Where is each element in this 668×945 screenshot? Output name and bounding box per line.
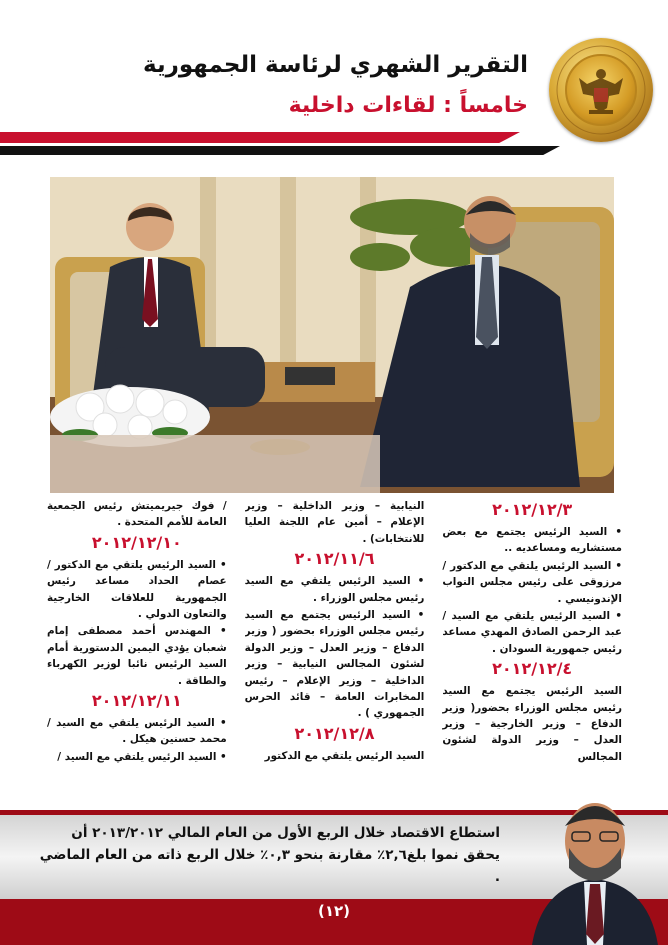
column-left (47, 498, 227, 806)
list-item: • السيد الرئيس يلتقي مع السيد رئيس مجلس الوزراء . (244, 575, 425, 604)
meeting-photo (50, 177, 614, 493)
red-stripe (0, 132, 520, 143)
list-item: • السيد الرئيس يجتمع مع بعض مستشاريه ومساعديه .. (442, 526, 622, 555)
economy-quote: استطاع الاقتصاد خلال الربع الأول من العام المالي ٢٠١٣/٢٠١٢ أن يحقق نموا بلغ٢,٦٪ مقارنة بنحو ٠,٣٪ خلال الربع ذاته من العام الماضي . (39, 825, 500, 885)
page-title: التقرير الشهري لرئاسة الجمهورية (143, 52, 528, 78)
list-item: • السيد الرئيس يلتقي مع السيد / محمد حسنين هيكل . (46, 717, 227, 746)
date-heading: ٢٠١٢/١٢/١٠ (91, 532, 182, 552)
list-item: • السيد الرئيس يجتمع مع السيد رئيس مجلس الوزراء بحضور ( وزير الدفاع – وزير العدل – وزير الدولة لشئون المجالس النيابية – وزير الداخلية – وزير الإعلام – رئيس المخابرات العامة – قائد الحرس الجمهوري ) . (244, 609, 425, 720)
president-portrait (522, 786, 668, 945)
list-item: السيد الرئيس يجتمع مع السيد رئيس مجلس الوزراء بحضور( وزير الدفاع – وزير الخارجية – وزير العدل – وزير الدولة لشئون المجالس (442, 685, 622, 763)
report-columns (47, 498, 622, 806)
list-item: • السيد الرئيس يلتقي مع الدكتور / مرزوقى على رئيس مجلس النواب الإندونيسي . (442, 559, 622, 605)
egypt-eagle-emblem-icon (549, 38, 653, 142)
date-heading: ٢٠١٢/١٢/١١ (91, 691, 182, 711)
list-item: • المهندس أحمد مصطفى إمام شعبان يؤدي اليمين الدستورية أمام السيد الرئيس نائبا لوزير الكهرباء والطاقة . (46, 625, 227, 687)
list-item: • السيد الرئيس يلتقي مع السيد / (57, 750, 227, 763)
list-item: • السيد الرئيس يلتقي مع السيد / عبد الرحمن الصادق المهدي مساعد رئيس جمهورية السودان . (442, 610, 622, 655)
column-right (442, 498, 622, 806)
page-number: (١٢) (317, 902, 351, 920)
date-heading: ٢٠١٢/١٢/٤ (492, 659, 573, 679)
list-item: / فوك جيريميتش رئيس الجمعية العامة للأمم المتحدة . (46, 500, 227, 529)
list-item: السيد الرئيس يلتقي مع الدكتور (264, 749, 425, 762)
page-header (0, 0, 668, 160)
section-subtitle: خامساً : لقاءات داخلية (288, 93, 528, 118)
list-item: النيابية – وزير الداخلية – وزير الإعلام – أمين عام اللجنة العليا للانتخابات) . (244, 500, 425, 545)
black-stripe (0, 146, 560, 155)
date-heading: ٢٠١٢/١١/٦ (294, 549, 375, 569)
date-heading: ٢٠١٢/١٢/٨ (294, 723, 375, 743)
date-heading: ٢٠١٢/١٢/٣ (492, 500, 573, 519)
column-middle (245, 498, 425, 806)
list-item: • السيد الرئيس يلتقي مع الدكتور / عصام الحداد مساعد رئيس الجمهورية للعلاقات الخارجية والتعاون الدولي . (46, 558, 227, 621)
